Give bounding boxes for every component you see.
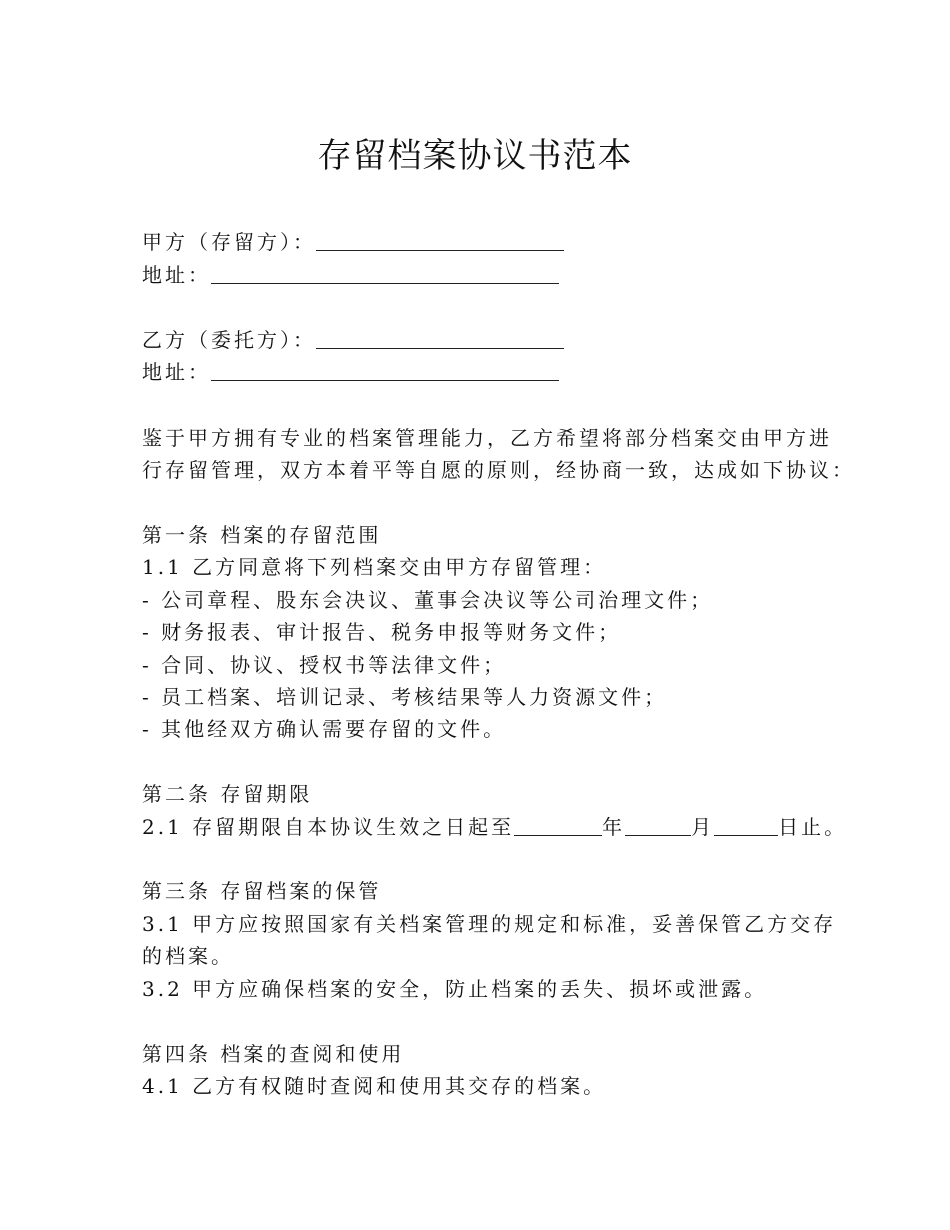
list-item: - 合同、协议、授权书等法律文件； xyxy=(142,653,507,677)
article-4-heading: 第四条 档案的查阅和使用 xyxy=(142,1042,405,1066)
party-a-line xyxy=(142,228,564,256)
month-label: 月 xyxy=(691,815,715,839)
document-title: 存留档案协议书范本 xyxy=(317,136,633,176)
list-item: - 其他经双方确认需要存留的文件。 xyxy=(142,717,507,741)
article-2-heading: 第二条 存留期限 xyxy=(142,782,313,806)
party-a-name-blank xyxy=(316,230,564,251)
party-a-address-blank xyxy=(211,263,559,284)
preamble-line-1: 鉴于甲方拥有专业的档案管理能力，乙方希望将部分档案交由甲方进 xyxy=(142,426,832,450)
party-b-label: 乙方（委托方）： xyxy=(142,328,316,352)
clause-1-1: 1.1 乙方同意将下列档案交由甲方存留管理： xyxy=(142,555,607,579)
party-a-address-line xyxy=(142,261,559,289)
year-blank xyxy=(514,815,602,836)
party-b-address-blank xyxy=(211,360,559,381)
clause-3-1-line-2: 的档案。 xyxy=(142,944,234,968)
list-item: - 公司章程、股东会决议、董事会决议等公司治理文件； xyxy=(142,588,714,612)
party-b-address-label: 地址： xyxy=(142,360,211,384)
party-a-label: 甲方（存留方）： xyxy=(142,230,316,254)
clause-4-1: 4.1 乙方有权随时查阅和使用其交存的档案。 xyxy=(142,1074,607,1098)
article-1-heading: 第一条 档案的存留范围 xyxy=(142,523,382,547)
year-label: 年 xyxy=(602,815,626,839)
clause-2-1-prefix: 2.1 存留期限自本协议生效之日起至 xyxy=(142,815,515,839)
party-b-address-line xyxy=(142,358,559,386)
day-blank xyxy=(714,815,778,836)
party-a-address-label: 地址： xyxy=(142,263,211,287)
preamble-line-2: 行存留管理，双方本着平等自愿的原则，经协商一致，达成如下协议： xyxy=(142,458,855,482)
month-blank xyxy=(625,815,691,836)
day-suffix: 日止。 xyxy=(778,815,848,839)
party-b-name-blank xyxy=(316,328,564,349)
list-item: - 财务报表、审计报告、税务申报等财务文件； xyxy=(142,620,622,644)
clause-3-1-line-1: 3.1 甲方应按照国家有关档案管理的规定和标准，妥善保管乙方交存 xyxy=(142,912,837,936)
article-3-heading: 第三条 存留档案的保管 xyxy=(142,879,382,903)
party-b-line xyxy=(142,326,564,354)
list-item: - 员工档案、培训记录、考核结果等人力资源文件； xyxy=(142,685,668,709)
clause-3-2: 3.2 甲方应确保档案的安全，防止档案的丢失、损坏或泄露。 xyxy=(142,977,768,1001)
clause-2-1 xyxy=(142,813,847,841)
